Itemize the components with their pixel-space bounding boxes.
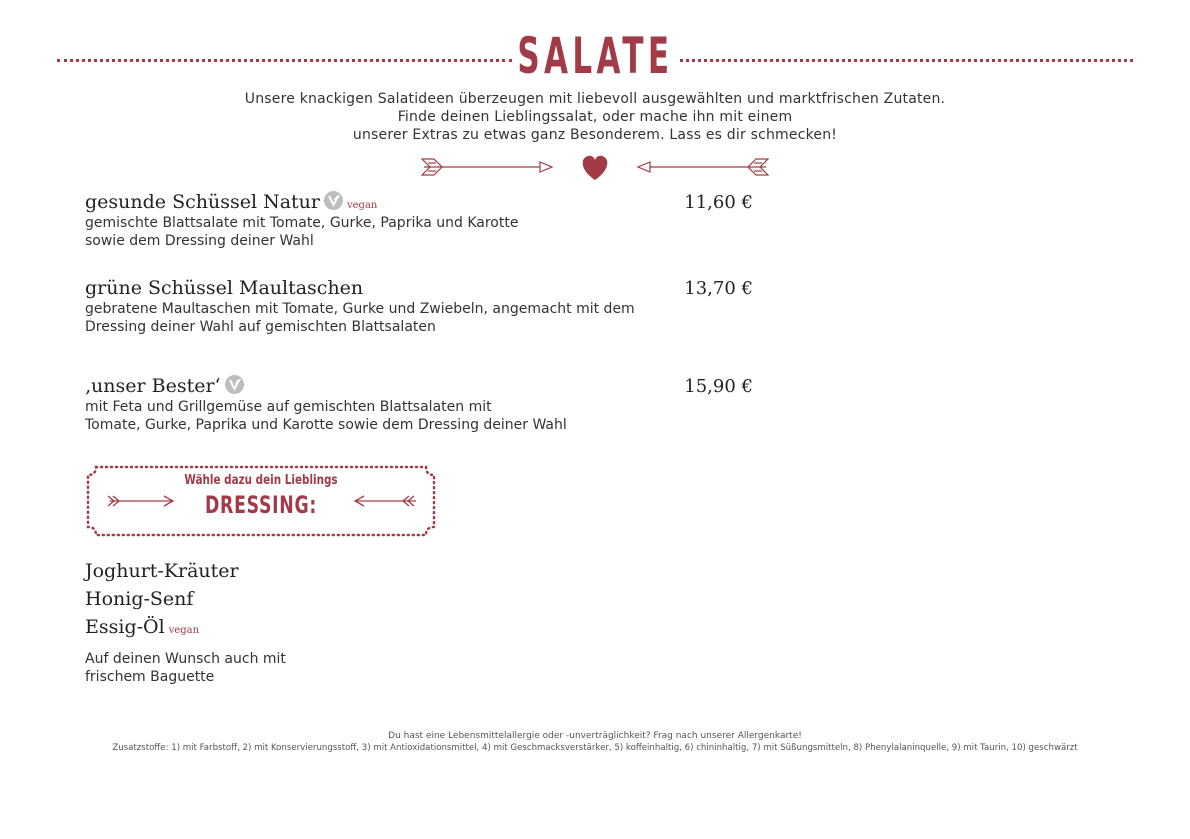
baguette-note xyxy=(85,650,286,686)
item-name: ‚unser Bester‘ xyxy=(85,375,221,397)
dressing-item xyxy=(85,616,199,638)
intro-line-2: Finde deinen Lieblingssalat, oder mache ihn mit einem xyxy=(397,109,793,125)
item-name: gesunde Schüssel Natur xyxy=(85,191,320,213)
dressing-name: Essig-Öl xyxy=(85,616,165,638)
dressing-banner xyxy=(86,465,436,537)
item-desc-line: gebratene Maultaschen mit Tomate, Gurke und Zwiebeln, angemacht mit dem xyxy=(85,301,635,317)
heart-divider xyxy=(418,150,772,184)
vegan-leaf-icon xyxy=(225,375,244,394)
page-title: SALATE xyxy=(517,27,674,85)
dressing-banner-line2: DRESSING: xyxy=(204,491,318,519)
item-price: 11,60 € xyxy=(684,192,753,213)
item-desc-line: Tomate, Gurke, Paprika und Karotte sowie dem Dressing deiner Wahl xyxy=(85,417,567,433)
item-desc-line: sowie dem Dressing deiner Wahl xyxy=(85,233,314,249)
vegan-leaf-icon xyxy=(324,191,343,210)
additives-note: Zusatzstoffe: 1) mit Farbstoff, 2) mit Konservierungsstoff, 3) mit Antioxidationsmittel, 4) mit Geschmacksverstärker, 5) koffeinhaltig, 6) chininhaltig, 7) mit Süßungsmitteln, 8) Phenylalaninquelle, 9) mit Taurin, 10) geschwärzt xyxy=(112,743,1078,753)
item-desc-line: mit Feta und Grillgemüse auf gemischten Blattsalaten mit xyxy=(85,399,492,415)
item-desc-line: Dressing deiner Wahl auf gemischten Blattsalaten xyxy=(85,319,436,335)
allergy-note: Du hast eine Lebensmittelallergie oder -unverträglichkeit? Frag nach unserer Allergenkarte! xyxy=(388,731,802,741)
vegan-badge: vegan xyxy=(168,625,200,636)
item-name: grüne Schüssel Maultaschen xyxy=(85,277,364,299)
item-price: 15,90 € xyxy=(684,376,753,397)
item-price: 13,70 € xyxy=(684,278,753,299)
intro-line-1: Unsere knackigen Salatideen überzeugen mit liebevoll ausgewählten und marktfrischen Zutaten. xyxy=(244,91,946,107)
baguette-line: Auf deinen Wunsch auch mit xyxy=(85,651,286,667)
intro-line-3: unserer Extras zu etwas ganz Besonderem. Lass es dir schmecken! xyxy=(352,127,838,143)
dressing-item: Honig-Senf xyxy=(85,588,194,610)
baguette-line: frischem Baguette xyxy=(85,669,215,685)
heart-icon xyxy=(583,156,608,180)
dressing-item: Joghurt-Kräuter xyxy=(85,560,239,582)
dressing-banner-line1: Wähle dazu dein Lieblings xyxy=(184,473,338,488)
vegan-badge: vegan xyxy=(346,200,378,211)
item-desc-line: gemischte Blattsalate mit Tomate, Gurke, Paprika und Karotte xyxy=(85,215,519,231)
